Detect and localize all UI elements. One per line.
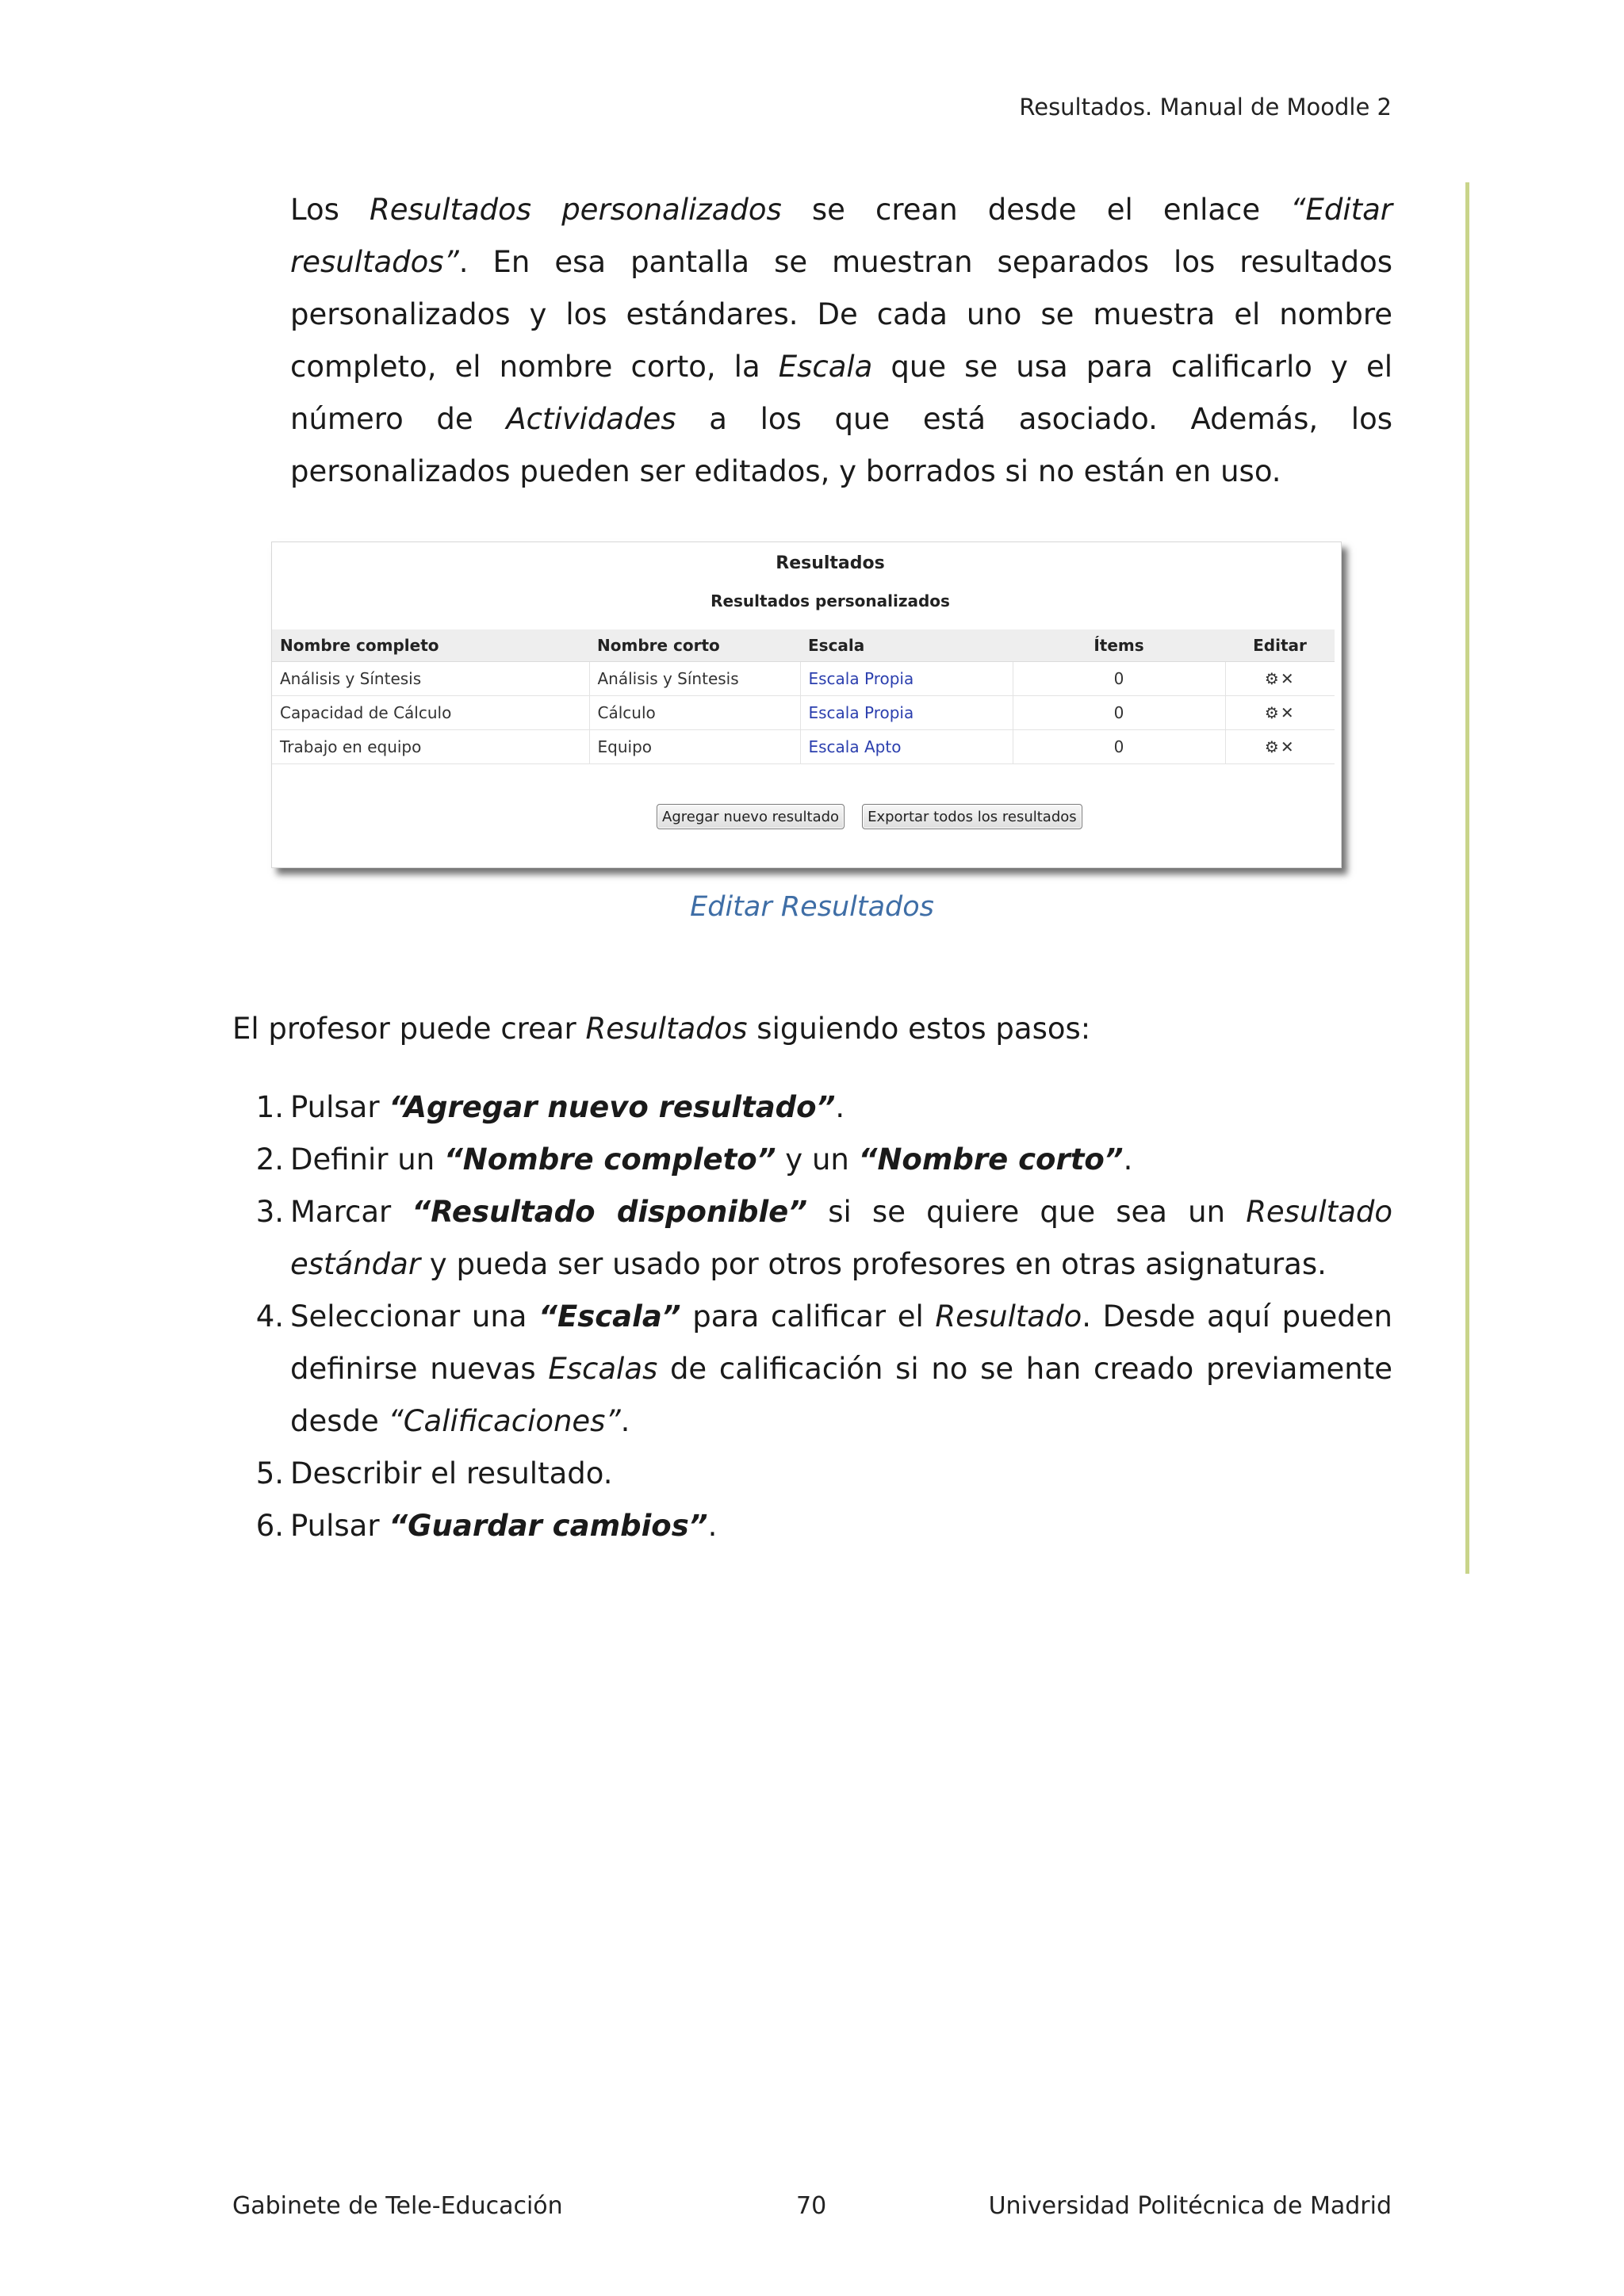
list-item (255, 1134, 1392, 1186)
results-table (272, 629, 1335, 764)
cell-items: 0 (1013, 730, 1225, 764)
emphasis-run: “Resultado disponible” (412, 1195, 808, 1229)
list-item (255, 1448, 1392, 1500)
step-number: 2. (255, 1142, 284, 1177)
emphasis-run: Resultados personalizados (370, 193, 782, 227)
figure-title: Resultados (776, 553, 885, 573)
emphasis-run: “Agregar nuevo resultado” (389, 1090, 836, 1124)
moodle-results-screenshot (271, 541, 1342, 868)
text-run: siguiendo estos pasos: (747, 1012, 1091, 1046)
text-run: a los que está asociado. Además, los personalizados pueden ser editados, y borrados si no están en uso. (290, 402, 1393, 488)
text-run: Pulsar (290, 1090, 389, 1124)
column-header: Escala (800, 629, 1013, 662)
footer-right: Universidad Politécnica de Madrid (988, 2192, 1392, 2220)
scale-link[interactable]: Escala Propia (808, 703, 914, 722)
settings-icon[interactable]: ⚙ (1264, 669, 1281, 688)
text-run: para calificar el (680, 1299, 936, 1334)
scale-link[interactable]: Escala Propia (808, 669, 914, 688)
emphasis-run: “Escala” (538, 1299, 681, 1334)
column-header: Editar (1225, 629, 1335, 662)
text-run: que se usa para calificarlo y el número de (290, 350, 1392, 436)
edit-cell (1225, 662, 1335, 696)
text-run: . En esa pantalla se muestran separados los resultados personalizados y los estándares. De cada uno se muestra el nombre completo, el nombre corto, la (290, 245, 1392, 384)
text-run: Describir el resultado. (290, 1456, 613, 1490)
cell-full-name: Capacidad de Cálculo (272, 696, 589, 730)
text-run: . (620, 1404, 630, 1438)
cell-short-name: Equipo (589, 730, 800, 764)
emphasis-run: “Calificaciones” (388, 1404, 621, 1438)
button-row (657, 804, 1082, 829)
text-run: Pulsar (290, 1509, 389, 1543)
cell-full-name: Trabajo en equipo (272, 730, 589, 764)
figure-caption: Editar Resultados (690, 891, 934, 923)
text-run: . Desde aquí pueden definirse nuevas (290, 1299, 1392, 1386)
add-result-button[interactable]: Agregar nuevo resultado (657, 804, 845, 829)
cell-short-name: Análisis y Síntesis (589, 662, 800, 696)
edit-cell (1225, 696, 1335, 730)
table-row (272, 696, 1335, 730)
settings-icon[interactable]: ⚙ (1264, 737, 1281, 756)
cell-items: 0 (1013, 662, 1225, 696)
column-header: Nombre completo (272, 629, 589, 662)
margin-rule (1465, 182, 1469, 1574)
table-row (272, 730, 1335, 764)
list-item (255, 1081, 1392, 1134)
text-run: . (707, 1509, 718, 1543)
scale-link[interactable]: Escala Apto (808, 737, 902, 756)
delete-icon[interactable]: ✕ (1280, 703, 1296, 722)
running-header: Resultados. Manual de Moodle 2 (1019, 94, 1392, 121)
text-run: y un (776, 1142, 859, 1177)
steps-intro (232, 1003, 1090, 1055)
emphasis-run: “Editar resultados” (290, 193, 1392, 279)
page-number: 70 (796, 2192, 827, 2220)
delete-icon[interactable]: ✕ (1280, 669, 1296, 688)
text-run: Marcar (290, 1195, 412, 1229)
step-number: 6. (255, 1509, 284, 1543)
step-number: 3. (255, 1195, 284, 1229)
table-row (272, 662, 1335, 696)
delete-icon[interactable]: ✕ (1280, 737, 1296, 756)
text-run: . (1123, 1142, 1133, 1177)
settings-icon[interactable]: ⚙ (1264, 703, 1281, 722)
cell-full-name: Análisis y Síntesis (272, 662, 589, 696)
emphasis-run: Resultado estándar (290, 1195, 1392, 1281)
column-header: Nombre corto (589, 629, 800, 662)
cell-items: 0 (1013, 696, 1225, 730)
emphasis-run: “Guardar cambios” (389, 1509, 708, 1543)
export-results-button[interactable]: Exportar todos los resultados (862, 804, 1082, 829)
text-run: si se quiere que sea un (807, 1195, 1247, 1229)
edit-cell (1225, 730, 1335, 764)
text-run: de calificación si no se han creado previamente desde (290, 1352, 1392, 1438)
list-item (255, 1500, 1392, 1552)
text-run: Seleccionar una (290, 1299, 539, 1334)
emphasis-run: “Nombre completo” (443, 1142, 776, 1177)
figure-subtitle: Resultados personalizados (710, 591, 950, 610)
text-run: y pueda ser usado por otros profesores en otras asignaturas. (420, 1247, 1327, 1281)
list-item (255, 1186, 1392, 1291)
emphasis-run: Resultado (935, 1299, 1082, 1334)
text-run: se crean desde el enlace (781, 193, 1291, 227)
emphasis-run: Actividades (506, 402, 676, 436)
table-header-row (272, 629, 1335, 662)
emphasis-run: “Nombre corto” (858, 1142, 1124, 1177)
column-header: Ítems (1013, 629, 1225, 662)
text-run: . (835, 1090, 845, 1124)
list-item (255, 1291, 1392, 1448)
step-number: 1. (255, 1090, 284, 1124)
emphasis-run: Escalas (548, 1352, 658, 1386)
emphasis-run: Escala (778, 350, 873, 384)
cell-short-name: Cálculo (589, 696, 800, 730)
emphasis-run: Resultados (585, 1012, 748, 1046)
text-run: Los (290, 193, 370, 227)
text-run: El profesor puede crear (232, 1012, 586, 1046)
text-run: Definir un (290, 1142, 444, 1177)
step-number: 4. (255, 1299, 284, 1334)
footer-left: Gabinete de Tele-Educación (232, 2192, 563, 2220)
steps-list (255, 1081, 1392, 1552)
intro-paragraph (290, 184, 1392, 498)
step-number: 5. (255, 1456, 284, 1490)
